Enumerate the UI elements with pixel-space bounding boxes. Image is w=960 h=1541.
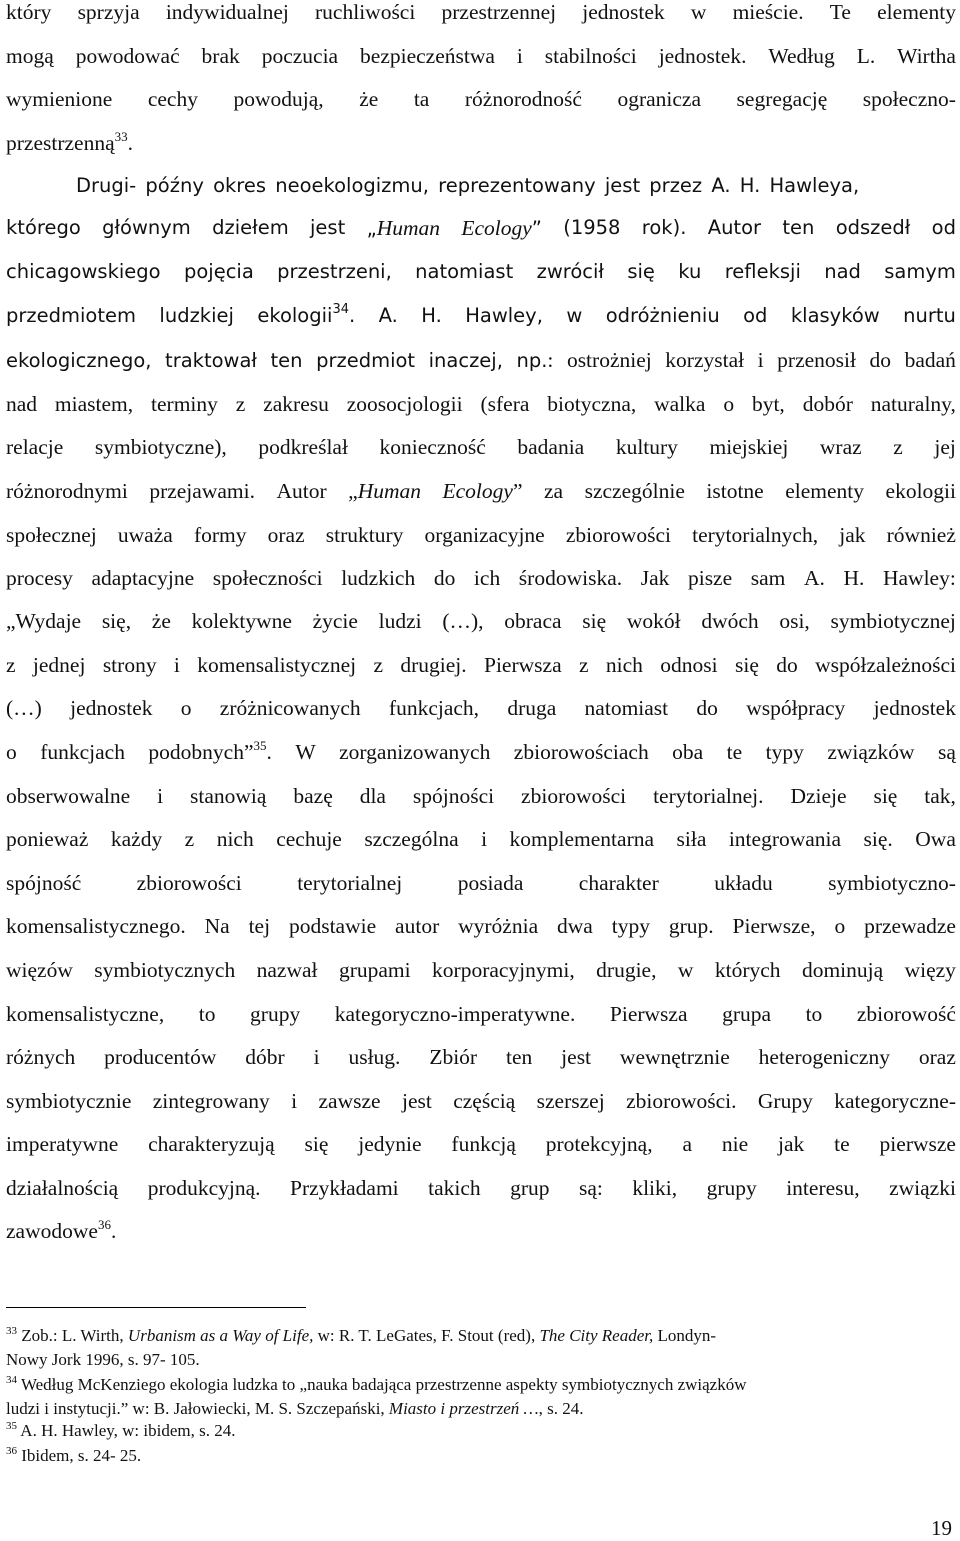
- page-number: 19: [931, 1516, 952, 1540]
- footnote-33-cont: Nowy Jork 1996, s. 97- 105.: [6, 1350, 200, 1369]
- body-line: „Wydaje się, że kolektywne życie ludzi (…), obraca się wokół dwóch osi, symbiotycznej: [6, 609, 956, 633]
- body-line: chicagowskiego pojęcia przestrzeni, natomiast zwrócił się ku refleksji nad samym: [6, 260, 956, 283]
- footnote-34: $^{34}$ Według McKenziego ekologia ludzka to „nauka badająca przestrzenne aspekty symbiotycznych związków: [6, 1374, 747, 1394]
- body-line: komensalistycznego. Na tej podstawie autor wyróżnia dwa typy grup. Pierwsze, o przewadze: [6, 914, 956, 938]
- body-line: symbiotycznie zintegrowany i zawsze jest częścią szerszej zbiorowości. Grupy kategoryczne-: [6, 1089, 956, 1113]
- body-line: różnych producentów dóbr i usług. Zbiór ten jest wewnętrznie heterogeniczny oraz: [6, 1045, 956, 1069]
- body-line: nad miastem, terminy z zakresu zoosocjologii (sfera biotyczna, walka o byt, dobór naturalny,: [6, 392, 956, 416]
- body-line: (…) jednostek o zróżnicowanych funkcjach, druga natomiast do współpracy jednostek: [6, 696, 956, 720]
- body-line: ekologicznego, traktował ten przedmiot inaczej, np.: ostrożniej korzystał i przenosił do badań: [6, 348, 956, 372]
- body-line: wymienione cechy powodują, że ta różnorodność ogranicza segregację społeczno-: [6, 87, 956, 111]
- body-line: spójność zbiorowości terytorialnej posiada charakter układu symbiotyczno-: [6, 871, 956, 895]
- body-line: zawodowe$^{36}$.: [6, 1217, 117, 1243]
- body-line: procesy adaptacyjne społeczności ludzkich do ich środowiska. Jak pisze sam A. H. Hawley:: [6, 566, 956, 590]
- body-line: przestrzenną$^{33}$.: [6, 129, 133, 155]
- body-line: ponieważ każdy z nich cechuje szczególna i komplementarna siła integrowania się. Owa: [6, 827, 956, 851]
- body-line: przedmiotem ludzkiej ekologii$^{34}$. A. H. Hawley, w odróżnieniu od klasyków nurtu: [6, 302, 956, 327]
- body-line: z jednej strony i komensalistycznej z drugiej. Pierwsza z nich odnosi się do współzależności: [6, 653, 956, 677]
- body-line: mogą powodować brak poczucia bezpieczeństwa i stabilności jednostek. Według L. Wirtha: [6, 44, 956, 68]
- body-line: różnorodnymi przejawami. Autor „Human Ecology” za szczególnie istotne elementy ekologii: [6, 479, 956, 503]
- body-line: działalnością produkcyjną. Przykładami takich grup są: kliki, grupy interesu, związki: [6, 1176, 956, 1200]
- body-line: komensalistyczne, to grupy kategoryczno-imperatywne. Pierwsza grupa to zbiorowość: [6, 1002, 956, 1026]
- body-line: imperatywne charakteryzują się jedynie funkcją protekcyjną, a nie jak te pierwsze: [6, 1132, 956, 1156]
- footnote-35: $^{35}$ A. H. Hawley, w: ibidem, s. 24.: [6, 1420, 236, 1440]
- footnote-33: $^{33}$ Zob.: L. Wirth, Urbanism as a Way of Life, w: R. T. LeGates, F. Stout (red), The City Reader, Londyn-: [6, 1325, 717, 1345]
- body-line: który sprzyja indywidualnej ruchliwości przestrzennej jednostek w mieście. Te elementy: [6, 0, 956, 24]
- body-line: społecznej uważa formy oraz struktury organizacyjne zbiorowości terytorialnych, jak również: [6, 523, 956, 547]
- body-line: o funkcjach podobnych”$^{35}$. W zorganizowanych zbiorowościach oba te typy związków są: [6, 738, 956, 764]
- body-line: relacje symbiotyczne), podkreślał konieczność badania kultury miejskiej wraz z jej: [6, 435, 956, 459]
- body-line: Drugi- późny okres neoekologizmu, reprezentowany jest przez A. H. Hawleya,: [76, 174, 860, 197]
- footnote-34-cont: ludzi i instytucji.” w: B. Jałowiecki, M. S. Szczepański, Miasto i przestrzeń …, s. 24.: [6, 1399, 584, 1418]
- footnote-ref: 36: [97, 1217, 111, 1232]
- body-line: więzów symbiotycznych nazwał grupami korporacyjnymi, drugie, w których dominują więzy: [6, 958, 956, 982]
- footnote-separator: [6, 1307, 306, 1308]
- footnote-36: $^{36}$ Ibidem, s. 24- 25.: [6, 1445, 142, 1465]
- footnote-ref: 33: [114, 129, 128, 144]
- body-line: obserwowalne i stanowią bazę dla spójności zbiorowości terytorialnej. Dzieje się tak,: [6, 784, 956, 808]
- body-line: którego głównym dziełem jest „Human Ecology” (1958 rok). Autor ten odszedł od: [6, 216, 956, 240]
